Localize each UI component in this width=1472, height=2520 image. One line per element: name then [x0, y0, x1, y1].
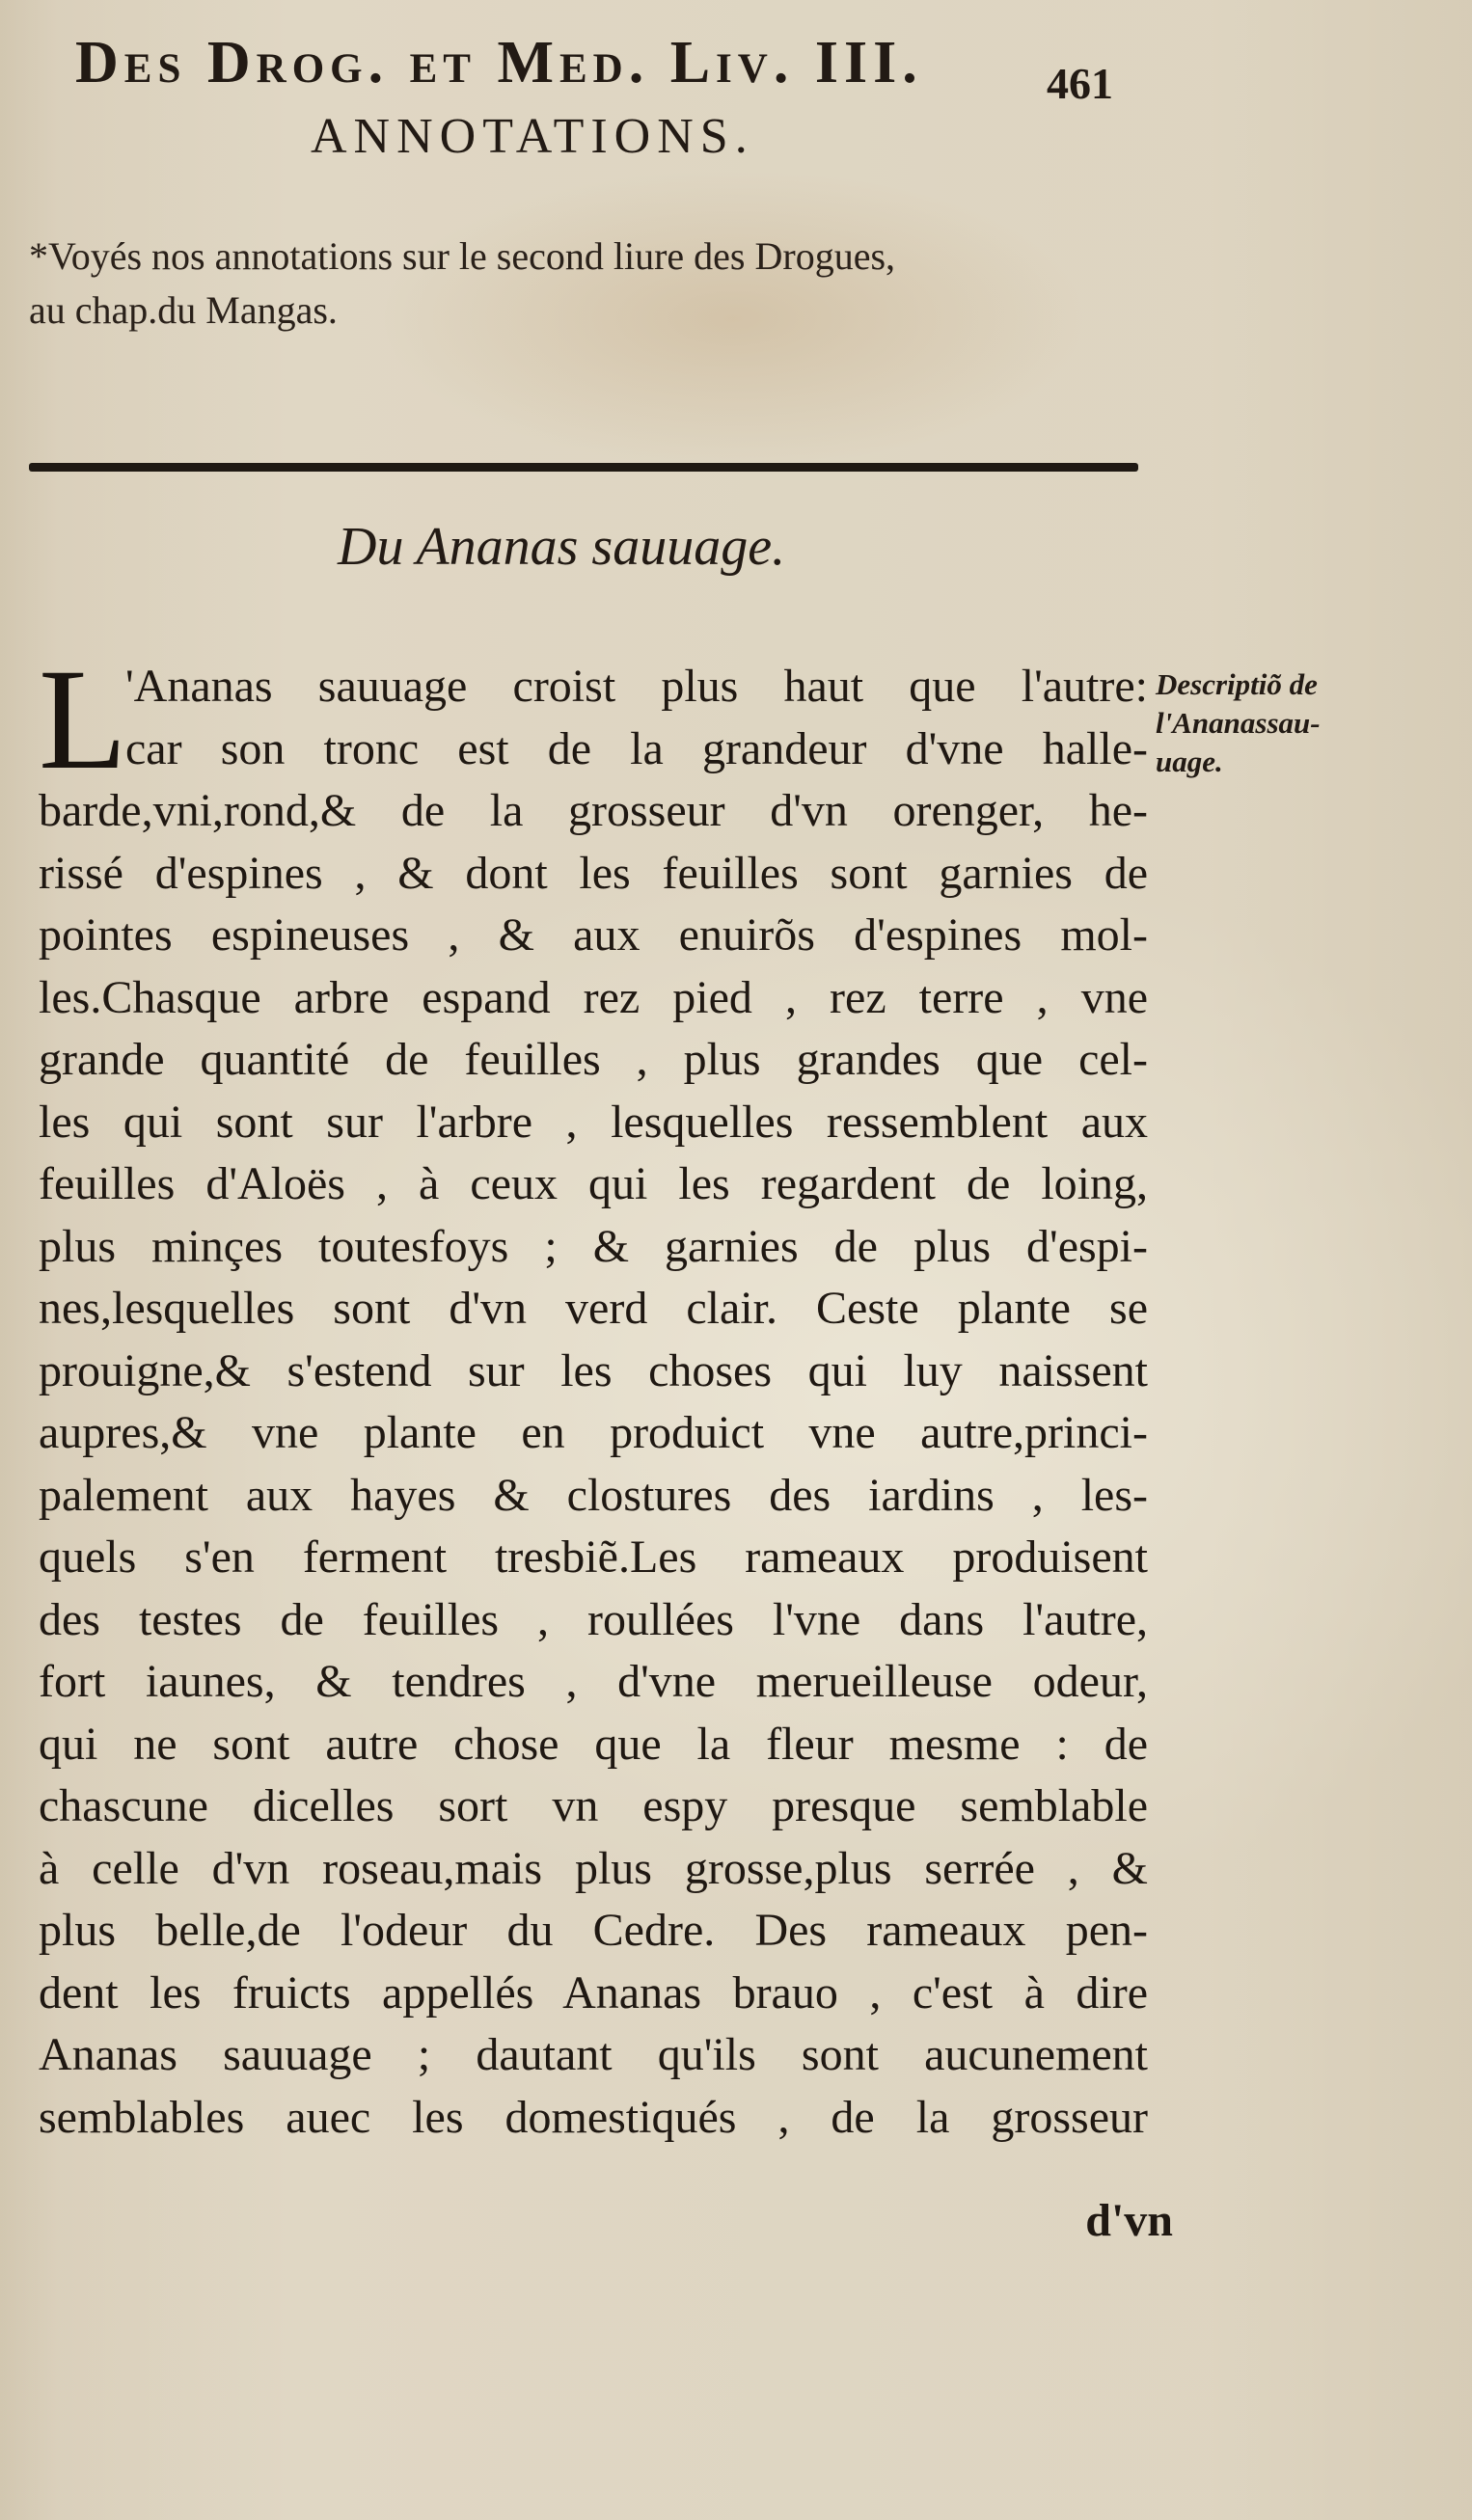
body-line: barde,vni,rond,& de la grosseur d'vn orenger, he- — [39, 785, 1148, 836]
body-line: palement aux hayes & clostures des iardins , les- — [39, 1469, 1148, 1521]
annotation-note — [29, 230, 1167, 338]
body-line: aupres,& vne plante en produict vne autre,princi- — [39, 1407, 1148, 1458]
body-line: rissé d'espines , & dont les feuilles sont garnies de — [39, 847, 1148, 899]
page-number: 461 — [1047, 59, 1113, 108]
body-line: à celle d'vn roseau,mais plus grosse,plus serrée , & — [39, 1842, 1148, 1894]
running-title: Des Drog. et Med. Liv. III. — [75, 30, 923, 95]
chapter-title: Du Ananas sauuage. — [338, 517, 786, 577]
note-line-2: au chap.du Mangas. — [29, 288, 338, 332]
note-line-1: *Voyés nos annotations sur le second liure des Drogues, — [29, 234, 896, 278]
body-line: 'Ananas sauuage croist plus haut que l'autre: — [125, 661, 1148, 712]
body-line: prouigne,& s'estend sur les choses qui luy naissent — [39, 1344, 1148, 1396]
margin-note-line: uage. — [1156, 745, 1223, 778]
body-line: plus belle,de l'odeur du Cedre. Des rameaux pen- — [39, 1905, 1148, 1956]
body-text — [39, 639, 1148, 2149]
body-line: feuilles d'Aloës , à ceux qui les regardent de loing, — [39, 1158, 1148, 1209]
body-line: nes,lesquelles sont d'vn verd clair. Ceste plante se — [39, 1283, 1148, 1334]
body-line: les qui sont sur l'arbre , lesquelles ressemblent aux — [39, 1096, 1148, 1148]
body-line: qui ne sont autre chose que la fleur mesme : de — [39, 1718, 1148, 1770]
body-line: les.Chasque arbre espand rez pied , rez terre , vne — [39, 971, 1148, 1023]
body-line: chascune dicelles sort vn espy presque semblable — [39, 1780, 1148, 1831]
body-line: quels s'en ferment tresbiẽ.Les rameaux produisent — [39, 1531, 1148, 1583]
body-line: fort iaunes, & tendres , d'vne merueilleuse odeur, — [39, 1656, 1148, 1707]
margin-note — [1156, 665, 1406, 781]
body-line: semblables auec les domestiqués , de la grosseur — [39, 2091, 1148, 2143]
body-line: des testes de feuilles , roullées l'vne dans l'autre, — [39, 1593, 1148, 1645]
horizontal-rule — [29, 463, 1138, 472]
catchword: d'vn — [1085, 2195, 1173, 2246]
drop-cap: L — [39, 639, 127, 799]
body-line: car son tronc est de la grandeur d'vne halle- — [125, 722, 1148, 774]
body-line: pointes espineuses , & aux enuirõs d'espines mol- — [39, 909, 1148, 961]
margin-note-line: l'Ananassau- — [1156, 706, 1321, 740]
body-line: dent les fruicts appellés Ananas brauo , c'est à dire — [39, 1966, 1148, 2019]
body-line: Ananas sauuage ; dautant qu'ils sont aucunement — [39, 2029, 1148, 2080]
section-heading: ANNOTATIONS. — [311, 109, 754, 164]
body-line: grande quantité de feuilles , plus grandes que cel- — [39, 1034, 1148, 1085]
margin-note-line: Descriptiõ de — [1156, 667, 1318, 701]
body-line: plus minçes toutesfoys ; & garnies de plus d'espi- — [39, 1220, 1148, 1272]
